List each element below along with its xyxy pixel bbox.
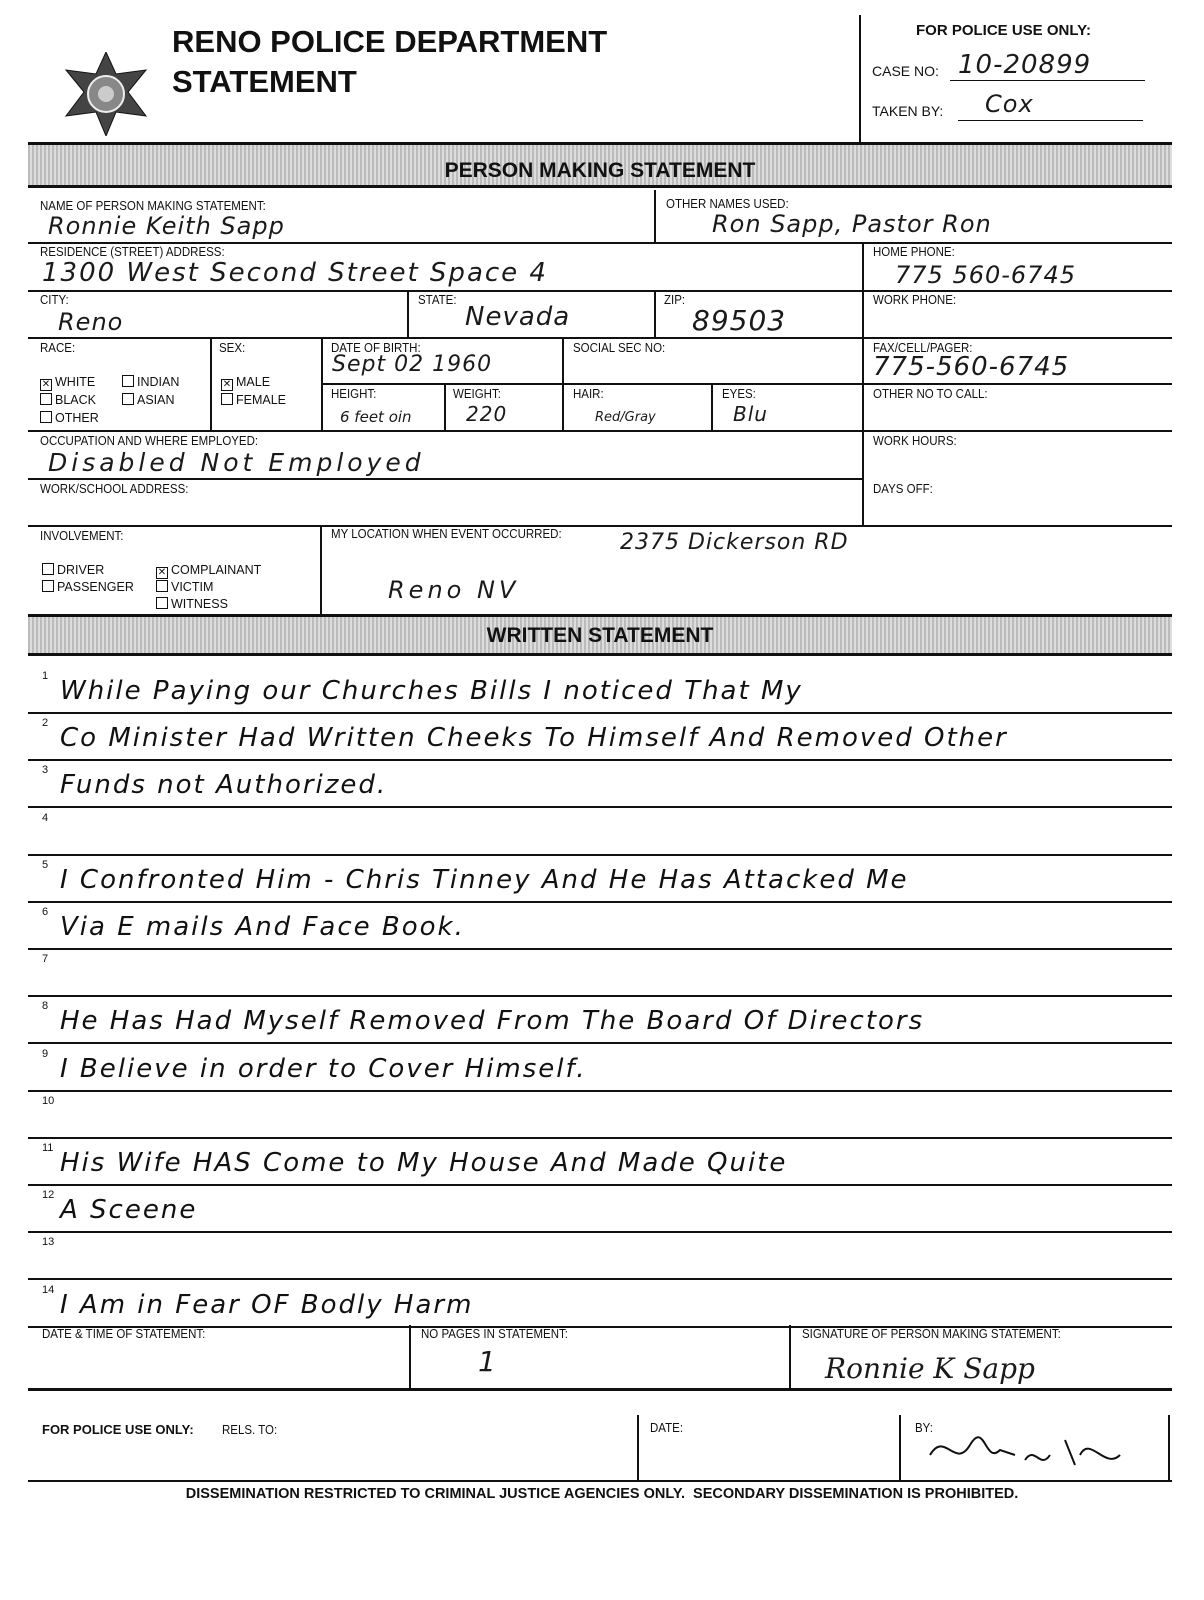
signature[interactable]: Ronnie K Sapp	[825, 1352, 1035, 1385]
taken-by-label: TAKEN BY:	[872, 103, 944, 119]
line-number: 10	[42, 1094, 55, 1107]
address-label: RESIDENCE (STREET) ADDRESS:	[40, 245, 225, 259]
line-number: 3	[42, 764, 49, 777]
fax-value[interactable]: 775-560-6745	[873, 352, 1070, 382]
ruled-line	[28, 806, 1172, 808]
involvement-witness-checkbox[interactable]: WITNESS	[156, 597, 228, 611]
other-names-value[interactable]: Ron Sapp, Pastor Ron	[712, 210, 992, 238]
line-number: 5	[42, 858, 49, 871]
ruled-line	[28, 1184, 1172, 1186]
pages-value[interactable]: 1	[478, 1345, 497, 1378]
by-label: BY:	[915, 1421, 933, 1435]
eyes-value[interactable]: Blu	[733, 402, 768, 426]
involvement-complainant-checkbox[interactable]: ✕ COMPLAINANT	[157, 563, 262, 578]
line-number: 4	[42, 811, 49, 824]
statement-line[interactable]: He Has Had Myself Removed From The Board Of Directors	[60, 1006, 925, 1037]
other-names-label: OTHER NAMES USED:	[666, 197, 789, 211]
case-no-value[interactable]: 10-20899	[958, 50, 1092, 80]
city-label: CITY:	[40, 293, 69, 307]
ruled-line	[28, 995, 1172, 997]
section-written-statement: WRITTEN STATEMENT	[28, 614, 1172, 656]
ruled-line	[28, 1231, 1172, 1233]
ruled-line	[28, 1137, 1172, 1139]
line-number: 2	[42, 717, 49, 730]
police-footer-label: FOR POLICE USE ONLY:	[42, 1422, 194, 1437]
ruled-line	[28, 759, 1172, 761]
location-line1[interactable]: 2375 Dickerson RD	[620, 530, 849, 555]
hair-label: HAIR:	[573, 387, 604, 401]
line-number: 9	[42, 1047, 49, 1060]
pages-label: NO PAGES IN STATEMENT:	[421, 1327, 568, 1341]
involvement-victim-checkbox[interactable]: VICTIM	[156, 580, 213, 594]
line-number: 13	[42, 1236, 55, 1249]
statement-line[interactable]: Funds not Authorized.	[60, 770, 388, 801]
line-number: 1	[42, 670, 49, 682]
occupation-value[interactable]: Disabled Not Employed	[48, 448, 425, 477]
case-no-label: CASE NO:	[872, 63, 939, 79]
involvement-label: INVOLVEMENT:	[40, 529, 124, 543]
state-label: STATE:	[418, 293, 457, 307]
work-hours-label: WORK HOURS:	[873, 434, 957, 448]
ruled-line	[28, 948, 1172, 950]
dissemination-notice: DISSEMINATION RESTRICTED TO CRIMINAL JUSTICE AGENCIES ONLY. SECONDARY DISSEMINATION IS PROHIBITED.	[185, 1486, 1019, 1502]
race-black-checkbox[interactable]: BLACK	[40, 393, 96, 407]
police-date-label: DATE:	[650, 1421, 684, 1435]
line-number: 6	[42, 906, 49, 918]
line-number: 7	[42, 953, 49, 966]
dob-label: DATE OF BIRTH:	[331, 341, 421, 355]
fax-label: FAX/CELL/PAGER:	[873, 341, 973, 355]
line-number: 11	[42, 1142, 54, 1154]
race-white-checkbox[interactable]: ✕ WHITE	[41, 375, 96, 390]
involvement-driver-checkbox[interactable]: DRIVER	[42, 563, 104, 577]
police-star-seal-icon	[58, 52, 154, 136]
statement-line[interactable]: While Paying our Churches Bills I noticed That My	[60, 676, 803, 706]
occupation-label: OCCUPATION AND WHERE EMPLOYED:	[40, 434, 259, 448]
race-label: RACE:	[40, 341, 76, 355]
officer-signature-icon	[925, 1425, 1125, 1480]
ruled-line	[28, 901, 1172, 903]
form-title: RENO POLICE DEPARTMENT	[172, 24, 608, 59]
zip-value[interactable]: 89503	[692, 304, 787, 337]
days-off-label: DAYS OFF:	[873, 482, 933, 496]
statement-line[interactable]: I Am in Fear OF Bodly Harm	[60, 1289, 474, 1320]
date-time-label: DATE & TIME OF STATEMENT:	[42, 1327, 206, 1341]
form-subtitle: STATEMENT	[172, 64, 357, 99]
ruled-line	[28, 712, 1172, 714]
police-use-heading: FOR POLICE USE ONLY:	[916, 22, 1092, 39]
divider	[859, 15, 861, 143]
ruled-line	[28, 1090, 1172, 1092]
address-value[interactable]: 1300 West Second Street Space 4	[42, 258, 548, 288]
height-value[interactable]: 6 feet oin	[340, 408, 412, 426]
line-number: 14	[42, 1283, 55, 1296]
rels-to-label: RELS. TO:	[222, 1423, 278, 1437]
hair-value[interactable]: Red/Gray	[595, 410, 656, 425]
zip-label: ZIP:	[664, 293, 686, 307]
other-no-label: OTHER NO TO CALL:	[873, 387, 988, 401]
ruled-line	[28, 854, 1172, 856]
sex-label: SEX:	[219, 341, 246, 355]
height-label: HEIGHT:	[331, 387, 377, 401]
city-value[interactable]: Reno	[58, 308, 124, 336]
statement-line[interactable]: A Sceene	[60, 1195, 198, 1226]
statement-line[interactable]: I Confronted Him - Chris Tinney And He Has Attacked Me	[60, 864, 909, 895]
statement-line[interactable]: Co Minister Had Written Cheeks To Himself And Removed Other	[60, 723, 1008, 754]
involvement-passenger-checkbox[interactable]: PASSENGER	[42, 580, 134, 594]
statement-line[interactable]: His Wife HAS Come to My House And Made Quite	[60, 1148, 788, 1178]
race-indian-checkbox[interactable]: INDIAN	[122, 375, 179, 389]
weight-label: WEIGHT:	[453, 387, 501, 401]
line-number: 8	[42, 1000, 49, 1013]
eyes-label: EYES:	[722, 387, 756, 401]
name-label: NAME OF PERSON MAKING STATEMENT:	[40, 199, 266, 213]
ssn-label: SOCIAL SEC NO:	[573, 341, 666, 355]
ruled-line	[28, 1042, 1172, 1044]
location-label: MY LOCATION WHEN EVENT OCCURRED:	[331, 527, 562, 541]
work-address-label: WORK/SCHOOL ADDRESS:	[40, 482, 189, 496]
home-phone-value[interactable]: 775 560-6745	[895, 261, 1076, 289]
work-phone-label: WORK PHONE:	[873, 293, 957, 307]
sex-female-checkbox[interactable]: FEMALE	[221, 393, 286, 407]
section-person-making-statement: PERSON MAKING STATEMENT	[28, 142, 1172, 188]
weight-value[interactable]: 220	[466, 402, 508, 426]
home-phone-label: HOME PHONE:	[873, 245, 955, 259]
signature-label: SIGNATURE OF PERSON MAKING STATEMENT:	[802, 1327, 1061, 1341]
state-value[interactable]: Nevada	[465, 302, 571, 332]
name-value[interactable]: Ronnie Keith Sapp	[48, 212, 285, 240]
dob-value[interactable]: Sept 02 1960	[332, 352, 493, 377]
line-number: 12	[42, 1189, 55, 1202]
location-line2[interactable]: Reno NV	[388, 576, 520, 604]
sex-male-checkbox[interactable]: ✕ MALE	[222, 375, 271, 390]
race-asian-checkbox[interactable]: ASIAN	[122, 393, 175, 407]
statement-line[interactable]: I Believe in order to Cover Himself.	[60, 1053, 587, 1084]
statement-line[interactable]: Via E mails And Face Book.	[60, 912, 465, 942]
ruled-line	[28, 1278, 1172, 1280]
taken-by-value[interactable]: Cox	[985, 90, 1034, 118]
race-other-checkbox[interactable]: OTHER	[40, 411, 99, 425]
